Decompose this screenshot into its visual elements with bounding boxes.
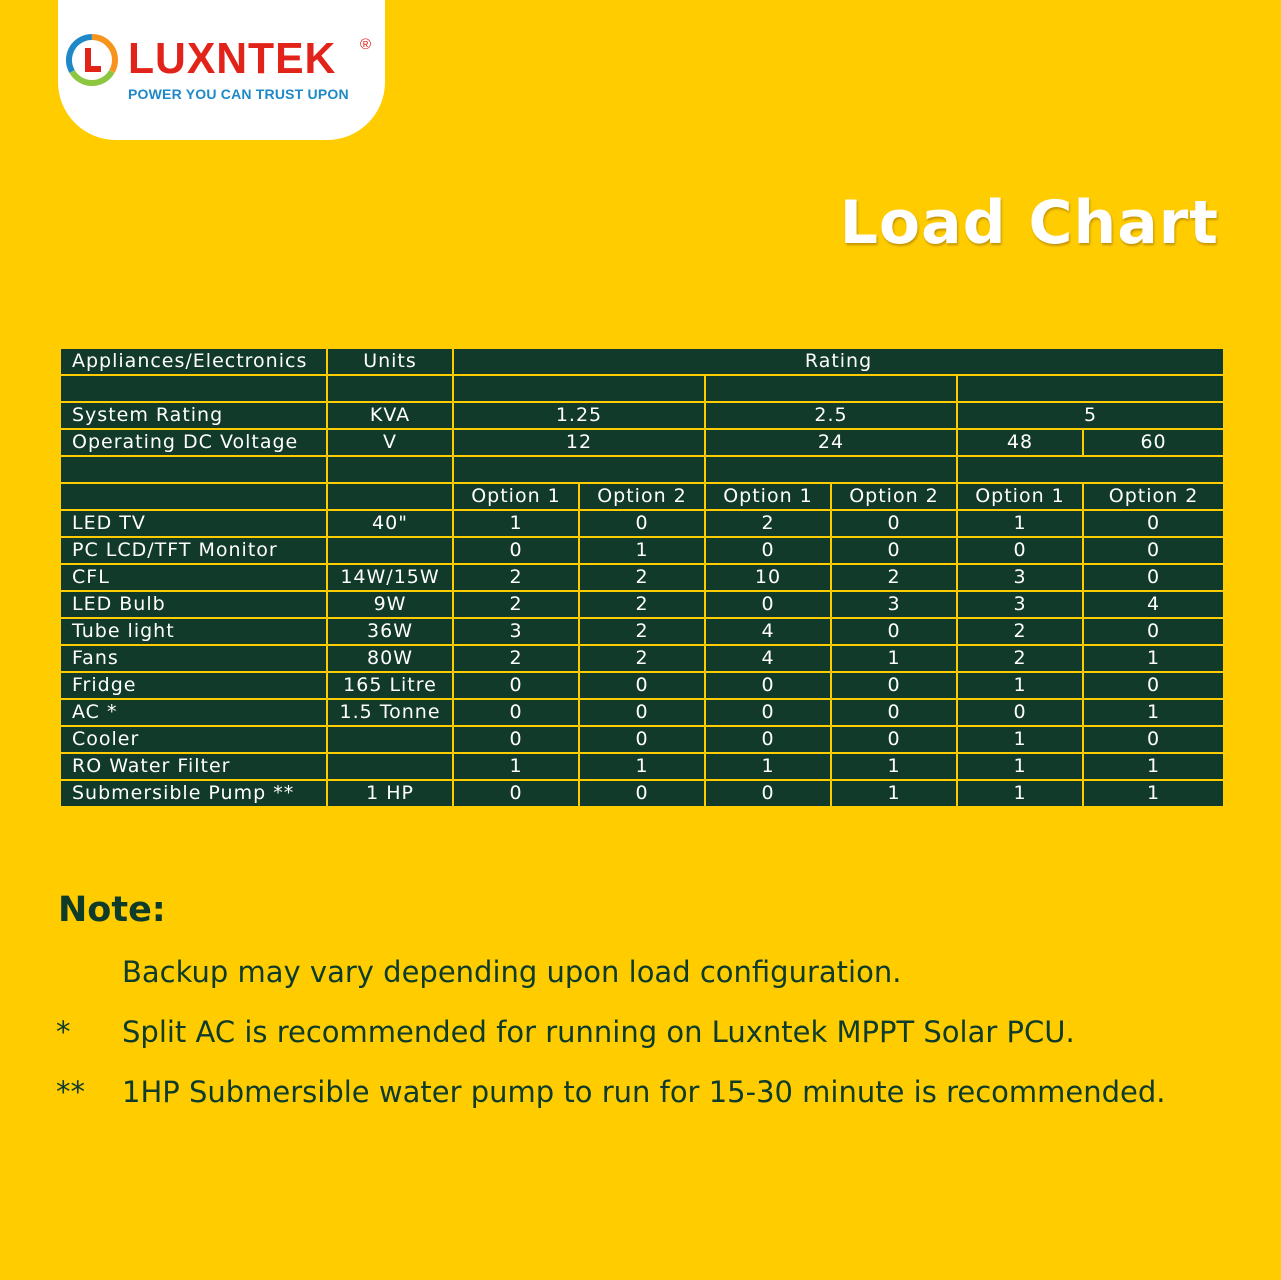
appliance-name: CFL [60, 564, 327, 591]
quantity-cell: 0 [831, 618, 957, 645]
system-rating-value: 2.5 [705, 402, 957, 429]
quantity-cell: 2 [579, 645, 705, 672]
spacer-row [60, 456, 1224, 483]
option-header: Option 1 [957, 483, 1083, 510]
appliance-name: RO Water Filter [60, 753, 327, 780]
quantity-cell: 2 [453, 564, 579, 591]
dc-voltage-value: 60 [1083, 429, 1224, 456]
table-row [60, 672, 1224, 699]
note-line: 1HP Submersible water pump to run for 15-30 minute is recommended. [122, 1075, 1166, 1109]
quantity-cell: 2 [957, 618, 1083, 645]
system-rating-unit: KVA [327, 402, 453, 429]
quantity-cell: 0 [1083, 564, 1224, 591]
quantity-cell: 1 [453, 753, 579, 780]
table-row [60, 618, 1224, 645]
luxntek-logo-icon [66, 34, 118, 86]
note-mark: * [56, 1015, 71, 1049]
quantity-cell: 0 [957, 537, 1083, 564]
appliance-unit: 1.5 Tonne [327, 699, 453, 726]
table-row [60, 510, 1224, 537]
note-mark: ** [56, 1075, 85, 1109]
quantity-cell: 0 [1083, 618, 1224, 645]
quantity-cell: 2 [831, 564, 957, 591]
quantity-cell: 0 [1083, 726, 1224, 753]
quantity-cell: 2 [957, 645, 1083, 672]
appliance-unit [327, 537, 453, 564]
quantity-cell: 0 [453, 726, 579, 753]
spacer-cell [453, 375, 705, 402]
note-line: Backup may vary depending upon load configuration. [122, 955, 902, 989]
option-header: Option 1 [453, 483, 579, 510]
spacer-row [60, 375, 1224, 402]
quantity-cell: 0 [705, 672, 831, 699]
quantity-cell: 1 [1083, 699, 1224, 726]
quantity-cell: 0 [831, 537, 957, 564]
load-chart-table [59, 347, 1225, 808]
table-row [60, 753, 1224, 780]
table-row [60, 699, 1224, 726]
quantity-cell: 0 [831, 699, 957, 726]
quantity-cell: 0 [579, 699, 705, 726]
appliance-name: AC * [60, 699, 327, 726]
appliance-unit: 165 Litre [327, 672, 453, 699]
dc-voltage-value: 48 [957, 429, 1083, 456]
appliance-unit [327, 726, 453, 753]
quantity-cell: 3 [831, 591, 957, 618]
appliance-unit: 9W [327, 591, 453, 618]
quantity-cell: 0 [705, 780, 831, 807]
spacer-cell [327, 375, 453, 402]
system-rating-value: 5 [957, 402, 1224, 429]
quantity-cell: 1 [957, 753, 1083, 780]
quantity-cell: 1 [579, 537, 705, 564]
quantity-cell: 1 [1083, 780, 1224, 807]
quantity-cell: 1 [1083, 753, 1224, 780]
spacer-cell [705, 375, 957, 402]
appliance-unit: 40" [327, 510, 453, 537]
appliance-unit: 80W [327, 645, 453, 672]
quantity-cell: 0 [453, 672, 579, 699]
quantity-cell: 1 [1083, 645, 1224, 672]
quantity-cell: 1 [957, 780, 1083, 807]
quantity-cell: 0 [705, 537, 831, 564]
option-header: Option 2 [831, 483, 957, 510]
dc-voltage-unit: V [327, 429, 453, 456]
quantity-cell: 0 [1083, 672, 1224, 699]
system-rating-row [60, 402, 1224, 429]
quantity-cell: 0 [831, 510, 957, 537]
system-rating-value: 1.25 [453, 402, 705, 429]
spacer-cell [453, 456, 705, 483]
registered-mark: ® [360, 36, 372, 53]
quantity-cell: 2 [453, 645, 579, 672]
appliance-name: PC LCD/TFT Monitor [60, 537, 327, 564]
dc-voltage-label: Operating DC Voltage [60, 429, 327, 456]
spacer-cell [705, 456, 957, 483]
dc-voltage-value: 12 [453, 429, 705, 456]
quantity-cell: 1 [957, 672, 1083, 699]
quantity-cell: 0 [579, 672, 705, 699]
options-row [60, 483, 1224, 510]
note-line: Split AC is recommended for running on Luxntek MPPT Solar PCU. [122, 1015, 1075, 1049]
appliance-name: Fridge [60, 672, 327, 699]
table-row [60, 537, 1224, 564]
spacer-cell [60, 456, 327, 483]
appliance-unit: 36W [327, 618, 453, 645]
dc-voltage-row [60, 429, 1224, 456]
quantity-cell: 1 [831, 780, 957, 807]
appliance-name: LED Bulb [60, 591, 327, 618]
quantity-cell: 1 [957, 726, 1083, 753]
quantity-cell: 0 [453, 537, 579, 564]
spacer-cell [327, 456, 453, 483]
quantity-cell: 3 [453, 618, 579, 645]
note-heading: Note: [58, 890, 166, 930]
quantity-cell: 0 [705, 591, 831, 618]
quantity-cell: 10 [705, 564, 831, 591]
table-row [60, 780, 1224, 807]
spacer-cell [60, 375, 327, 402]
quantity-cell: 2 [579, 564, 705, 591]
dc-voltage-value: 24 [705, 429, 957, 456]
spacer-cell [957, 375, 1224, 402]
quantity-cell: 0 [705, 699, 831, 726]
brand-tagline: POWER YOU CAN TRUST UPON [128, 86, 349, 102]
option-header: Option 1 [705, 483, 831, 510]
quantity-cell: 2 [453, 591, 579, 618]
table-row [60, 726, 1224, 753]
spacer-cell [957, 456, 1224, 483]
table-row [60, 645, 1224, 672]
quantity-cell: 4 [705, 618, 831, 645]
quantity-cell: 1 [957, 510, 1083, 537]
appliance-unit: 1 HP [327, 780, 453, 807]
options-blank-cell [60, 483, 327, 510]
appliance-name: Submersible Pump ** [60, 780, 327, 807]
quantity-cell: 3 [957, 564, 1083, 591]
option-header: Option 2 [1083, 483, 1224, 510]
options-blank-cell [327, 483, 453, 510]
option-header: Option 2 [579, 483, 705, 510]
page-title: Load Chart [839, 188, 1219, 258]
quantity-cell: 0 [831, 672, 957, 699]
quantity-cell: 0 [705, 726, 831, 753]
quantity-cell: 3 [957, 591, 1083, 618]
header-units: Units [327, 348, 453, 375]
quantity-cell: 2 [579, 591, 705, 618]
appliance-name: Fans [60, 645, 327, 672]
appliance-name: LED TV [60, 510, 327, 537]
quantity-cell: 1 [831, 645, 957, 672]
quantity-cell: 1 [831, 753, 957, 780]
quantity-cell: 0 [579, 726, 705, 753]
appliance-name: Tube light [60, 618, 327, 645]
quantity-cell: 0 [453, 780, 579, 807]
quantity-cell: 0 [579, 780, 705, 807]
quantity-cell: 2 [579, 618, 705, 645]
quantity-cell: 0 [1083, 510, 1224, 537]
quantity-cell: 0 [1083, 537, 1224, 564]
quantity-cell: 1 [579, 753, 705, 780]
system-rating-label: System Rating [60, 402, 327, 429]
quantity-cell: 2 [705, 510, 831, 537]
table-row [60, 564, 1224, 591]
quantity-cell: 0 [831, 726, 957, 753]
appliance-name: Cooler [60, 726, 327, 753]
quantity-cell: 1 [453, 510, 579, 537]
header-rating: Rating [453, 348, 1224, 375]
logo-card [58, 0, 385, 140]
appliance-unit: 14W/15W [327, 564, 453, 591]
quantity-cell: 4 [1083, 591, 1224, 618]
brand-name: LUXNTEK [128, 34, 337, 83]
header-appliances: Appliances/Electronics [60, 348, 327, 375]
quantity-cell: 0 [957, 699, 1083, 726]
quantity-cell: 4 [705, 645, 831, 672]
quantity-cell: 0 [579, 510, 705, 537]
appliance-unit [327, 753, 453, 780]
quantity-cell: 0 [453, 699, 579, 726]
header-row [60, 348, 1224, 375]
table-row [60, 591, 1224, 618]
quantity-cell: 1 [705, 753, 831, 780]
